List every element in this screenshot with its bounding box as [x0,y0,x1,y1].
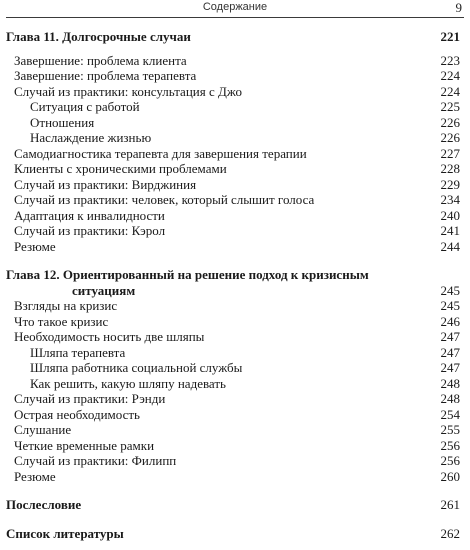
toc-entry-page: 224 [440,83,460,99]
header-title: Содержание [202,1,268,13]
toc-subentry-page: 248 [440,375,460,391]
toc-entry-page: 224 [440,68,460,83]
toc-entry-title: Клиенты с хроническими проблемами [14,161,227,176]
toc-entry[interactable] [6,223,464,239]
toc-entry-title: Адаптация к инвалидности [14,207,165,223]
toc-entry-title: Случай из практики: Кэрол [14,223,166,238]
toc-entry-page: 229 [440,176,460,192]
afterword-title: Послесловие [6,497,82,512]
chapter-11-title: Глава 11. Долгосрочные случаи [6,29,191,44]
chapter-12-entry[interactable] [6,267,464,298]
toc-subentry-title: Отношения [30,114,95,130]
toc-entry-page: 255 [440,422,460,437]
toc-subentry[interactable] [6,345,464,361]
toc-entry-page: 256 [440,453,460,468]
toc-entry-title: Самодиагностика терапевта для завершения терапии [14,145,307,161]
toc-entry[interactable] [6,192,464,208]
toc-subentry-title: Шляпа терапевта [30,344,126,360]
toc-entry[interactable] [6,84,464,100]
toc-entry-title: Взгляды на кризис [14,298,118,313]
toc-entry-page: 228 [440,161,460,176]
toc-entry[interactable] [6,239,464,255]
toc-entry-title: Случай из практики: Рэнди [14,391,166,406]
toc-entry[interactable] [6,177,464,193]
toc-entry-page: 244 [440,238,460,254]
toc-entry-title: Резюме [14,238,56,254]
toc-subentry[interactable] [6,99,464,115]
toc-subentry-page: 225 [440,99,460,114]
toc-entry-page: 247 [440,329,460,344]
toc-entry[interactable] [6,298,464,314]
toc-entry[interactable] [6,314,464,330]
toc-entry-page: 227 [440,145,460,161]
toc-subentry[interactable] [6,130,464,146]
toc-entry-title: Что такое кризис [14,313,109,329]
toc-subentry-page: 247 [440,344,460,360]
afterword-page: 261 [440,497,460,512]
toc-entry[interactable] [6,407,464,423]
toc-entry-title: Острая необходимость [14,406,140,422]
chapter-12-page: 245 [440,282,460,298]
toc-entry[interactable] [6,146,464,162]
toc-subentry-title: Шляпа работника социальной службы [30,360,243,375]
running-header [6,0,464,18]
toc-entry-title: Слушание [14,422,72,437]
toc-entry-title: Случай из практики: консультация с Джо [14,83,243,99]
toc-subentry[interactable] [6,376,464,392]
toc-entry-page: 246 [440,313,460,329]
toc-subentry-page: 226 [440,114,460,130]
toc-entry-page: 248 [440,391,460,406]
toc-entry-title: Завершение: проблема клиента [14,52,187,68]
toc-subentry-page: 226 [440,130,460,145]
toc-entry-title: Четкие временные рамки [14,437,155,453]
toc-entry-page: 254 [440,406,460,422]
chapter-11-page: 221 [440,29,460,44]
afterword-entry[interactable] [6,497,464,513]
toc-entry[interactable] [6,161,464,177]
toc-entry-title: Случай из практики: человек, который слышит голоса [14,192,315,207]
toc-entry-page: 240 [440,207,460,223]
toc-entry[interactable] [6,422,464,438]
toc-entry-title: Случай из практики: Вирджиния [14,176,197,192]
toc-subentry-title: Наслаждение жизнью [30,130,152,145]
chapter-11-entry[interactable] [6,29,464,45]
table-of-contents [6,29,464,541]
toc-entry[interactable] [6,453,464,469]
toc-entry[interactable] [6,208,464,224]
toc-entry-page: 256 [440,437,460,453]
toc-entry-page: 234 [440,192,460,207]
toc-entry[interactable] [6,68,464,84]
toc-entry[interactable] [6,391,464,407]
chapter-12-title-line1: Глава 12. Ориентированный на решение подход к кризисным [6,267,369,282]
toc-entry-title: Случай из практики: Филипп [14,453,177,468]
references-entry[interactable] [6,526,464,542]
toc-entry[interactable] [6,53,464,69]
chapter-12-title-line2: ситуациям [72,282,136,298]
toc-subentry-title: Как решить, какую шляпу надевать [30,375,226,391]
header-page-number: 9 [455,0,462,15]
toc-entry-page: 241 [440,223,460,238]
toc-entry-title: Резюме [14,468,56,484]
toc-entry[interactable] [6,329,464,345]
toc-subentry-title: Ситуация с работой [30,99,140,114]
toc-entry-page: 223 [440,52,460,68]
references-page: 262 [440,525,460,541]
toc-entry-page: 260 [440,468,460,484]
references-title: Список литературы [6,525,124,541]
toc-entry-title: Необходимость носить две шляпы [14,329,205,344]
toc-entry-page: 245 [440,298,460,313]
toc-entry[interactable] [6,438,464,454]
toc-entry[interactable] [6,469,464,485]
toc-entry-title: Завершение: проблема терапевта [14,68,197,83]
toc-subentry[interactable] [6,115,464,131]
toc-subentry[interactable] [6,360,464,376]
toc-subentry-page: 247 [440,360,460,375]
